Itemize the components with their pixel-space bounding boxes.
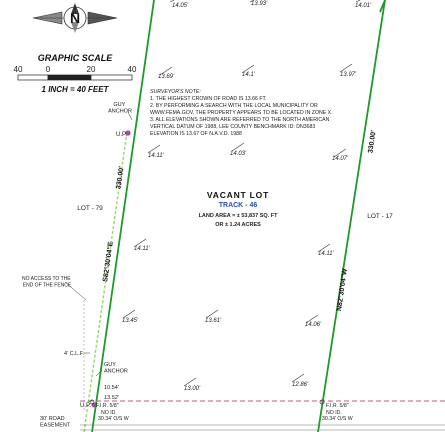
up-label-top: U.P. xyxy=(116,132,127,138)
lot-area: LAND AREA = ± 53,837 SQ. FT xyxy=(198,213,278,219)
callouts xyxy=(22,102,353,429)
note-line: ELEVATION IS 13.67 OF N.A.V.D. 1988 xyxy=(150,131,242,137)
scale-tick-3: 20 xyxy=(86,65,96,74)
right-distance-label: 330.00' xyxy=(367,129,378,154)
guy-anchor-line: GUY xyxy=(113,102,126,108)
note-line: 3. ALL ELEVATIONS SHOWN ARE REFERRED TO THE NORTH AMERICAN xyxy=(150,117,330,123)
neighbor-lot-left: LOT - 79 xyxy=(77,205,103,212)
elevation-label: 14.11' xyxy=(134,246,150,252)
scale-tick-1: 40 xyxy=(13,65,23,74)
scale-tick-4: 40 xyxy=(127,65,137,74)
notes-header: SURVEYOR'S NOTE: xyxy=(150,89,201,95)
graphic-scale xyxy=(14,53,137,94)
note-line: WWW.FEMA.GOV, THE PROPERTY APPEARS TO BE LOCATED IN ZONE X. xyxy=(150,110,333,116)
elevation-label: 13.93' xyxy=(251,1,268,7)
lot-track: TRACK - 46 xyxy=(218,202,258,209)
elevation-label: 13.52' xyxy=(104,395,119,401)
clf-label: 4' C.L.F. xyxy=(64,351,85,357)
north-arrow xyxy=(33,3,117,33)
note-line: VERTICAL DATUM OF 1988, LEE COUNTY BENCHMARK ID: DN3683 xyxy=(150,124,316,130)
elevation-label: 13.61' xyxy=(205,318,222,324)
elevation-label: 14.07' xyxy=(332,156,349,162)
road-easement-line: EASEMENT xyxy=(40,422,71,429)
elevation-label: 14.03' xyxy=(230,151,247,157)
note-line: 2. BY PERFORMING A SEARCH WITH THE LOCAL MUNICIPALITY OR xyxy=(150,103,318,109)
offset-right: 30.34' O/S W xyxy=(322,416,353,422)
lot-title: VACANT LOT xyxy=(206,190,270,200)
surveyor-notes xyxy=(150,89,333,137)
no-id-left: NO ID. xyxy=(101,410,117,416)
guy-anchor-line: GUY xyxy=(104,362,116,368)
up-label-bottom: U.P. xyxy=(80,403,91,409)
fir-left-label: F.I.R. 5/8" xyxy=(96,403,119,409)
road-easement-label xyxy=(40,416,71,429)
elevation-label: 14.11' xyxy=(148,153,164,159)
elevation-label: 12.86' xyxy=(292,382,309,388)
lot-area-acres: OR ± 1.24 ACRES xyxy=(215,222,261,228)
left-distance-label: 330.00' xyxy=(115,165,126,190)
left-bearing-label: S82°30'04"E xyxy=(102,241,115,283)
fir-right-label: F.I.R. 5/8" xyxy=(326,403,349,409)
scale-tick-2: 0 xyxy=(45,65,51,74)
north-letter: N xyxy=(69,10,81,26)
note-line: 1. THE HIGHEST CROWN OF ROAD IS 13.66 FT. xyxy=(150,96,267,102)
right-bearing-label: N82°30'04"W xyxy=(336,268,349,312)
scale-unit: 1 INCH = 40 FEET xyxy=(41,85,109,94)
no-access-line: NO ACCESS TO THE xyxy=(21,276,71,282)
elevation-label: 14.11' xyxy=(318,251,334,257)
no-id-right: NO ID. xyxy=(326,410,342,416)
easement-line xyxy=(80,401,445,430)
elevation-label: 13.97' xyxy=(340,72,357,78)
elevation-label: 14.05' xyxy=(172,3,189,9)
road-easement-line: 30' ROAD xyxy=(40,416,65,422)
elevation-label: 14.1' xyxy=(242,72,255,78)
lot-label xyxy=(199,190,279,228)
offset-left: 30.34' O/S W xyxy=(98,416,129,422)
guy-anchor-label-bottom xyxy=(104,362,128,375)
elevation-label: 13.00' xyxy=(184,386,201,392)
scale-title: GRAPHIC SCALE xyxy=(37,53,113,63)
elevation-label: 14.01' xyxy=(355,3,372,9)
offset-distance-label: 10.54' xyxy=(104,385,119,391)
guy-anchor-line: ANCHOR xyxy=(108,108,132,115)
elevation-label: 13.45' xyxy=(122,318,139,324)
elevation-label: 13.69' xyxy=(158,74,175,80)
no-access-note xyxy=(22,276,72,289)
no-access-line: END OF THE FENCE xyxy=(22,282,72,289)
guy-anchor-line: ANCHOR xyxy=(104,368,128,375)
neighbor-lot-right: LOT - 17 xyxy=(367,213,393,220)
elevation-label: 14.06' xyxy=(305,322,322,328)
